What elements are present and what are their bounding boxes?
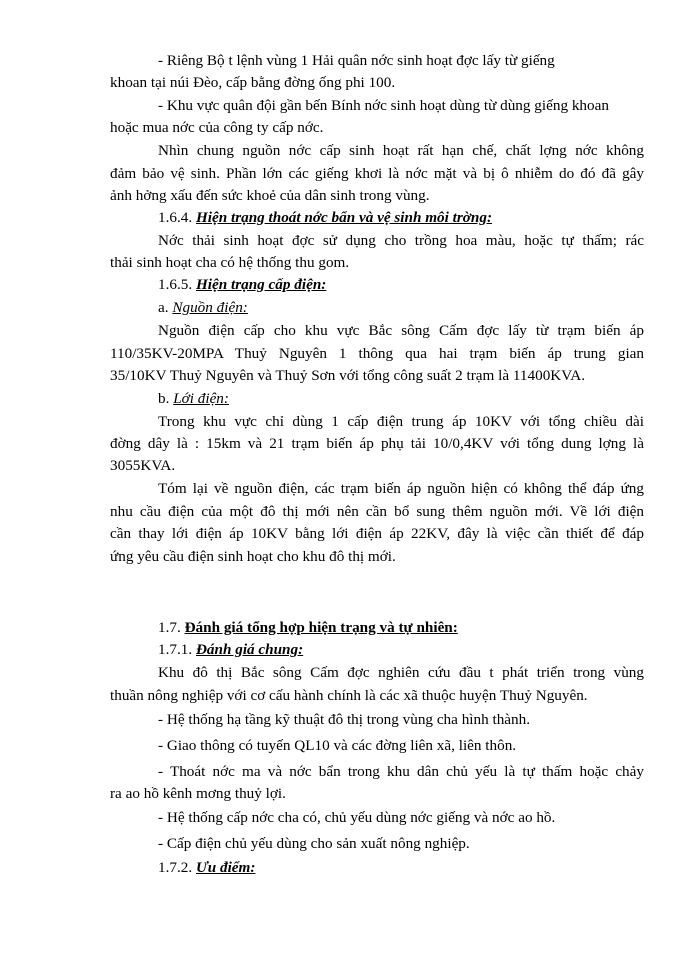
paragraph-line: thuần nông nghiệp với cơ cấu hành chính là các xã thuộc huyện Thuỷ Nguyên. — [110, 687, 588, 704]
paragraph-line: - Riêng Bộ t lệnh vùng 1 Hải quân nớc sinh hoạt đợc lấy từ giếng — [158, 52, 555, 69]
paragraph-line: ứng yêu cầu điện sinh hoạt cho khu đô thị mới. — [110, 548, 396, 565]
paragraph-line: - Khu vực quân đội gần bến Bính nớc sinh hoạt dùng từ dùng giếng khoan — [158, 97, 609, 114]
paragraph-line: thải sinh hoạt cha có hệ thống thu gom. — [110, 254, 350, 271]
heading-1-6-4 — [158, 208, 492, 228]
heading-title: Hiện trạng thoát nớc bẩn và vệ sinh môi trờng: — [195, 209, 493, 226]
heading-1-7-2 — [158, 858, 255, 878]
heading-number: 1.6.5. — [158, 276, 196, 293]
paragraph-line: Tóm lại về nguồn điện, các trạm biến áp nguồn hiện có không thể đáp ứng — [158, 480, 644, 497]
subheading-title: Lới điện: — [173, 390, 229, 407]
paragraph-line: 3055KVA. — [110, 457, 176, 474]
subheading-number: b. — [158, 390, 174, 407]
paragraph-line: đờng dây là : 15km và 21 trạm biến áp phụ tải 10/0,4KV với tổng dung lợng là — [110, 435, 644, 452]
paragraph-line: ảnh hởng xấu đến sức khoẻ của dân sinh trong vùng. — [110, 187, 430, 204]
paragraph-line: Trong khu vực chỉ dùng 1 cấp điện trung áp 10KV với tổng chiều dài — [158, 413, 644, 430]
heading-1-7-1 — [158, 640, 303, 660]
paragraph-line: đảm bảo vệ sinh. Phần lớn các giếng khơi là nớc mặt và bị ô nhiễm do đó đã gây — [110, 165, 644, 182]
paragraph-line: Nguồn điện cấp cho khu vực Bắc sông Cấm đợc lấy từ trạm biến áp — [158, 322, 644, 339]
heading-1-7 — [158, 618, 458, 638]
heading-title: Đánh giá chung: — [195, 641, 304, 658]
subheading-number: a. — [158, 299, 173, 316]
subheading-b — [158, 389, 229, 409]
heading-number: 1.7.2. — [158, 859, 196, 876]
heading-title: Ưu điểm: — [195, 859, 256, 876]
paragraph-line: Khu đô thị Bắc sông Cấm đợc nghiên cứu đầu t phát triển trong vùng — [158, 664, 644, 681]
bullet-item-continuation: ra ao hồ kênh mơng thuỷ lợi. — [110, 785, 286, 802]
heading-title: Đánh giá tổng hợp hiện trạng và tự nhiên: — [184, 619, 458, 636]
heading-number: 1.7.1. — [158, 641, 196, 658]
bullet-item: - Thoát nớc ma và nớc bẩn trong khu dân chủ yếu là tự thấm hoặc chảy — [158, 763, 644, 780]
heading-title: Hiện trạng cấp điện: — [195, 276, 327, 293]
paragraph-line: Nhìn chung nguồn nớc cấp sinh hoạt rất hạn chế, chất lợng nớc không — [158, 142, 644, 159]
subheading-a — [158, 298, 248, 318]
paragraph-line: khoan tại núi Đèo, cấp bằng đờng ống phi 100. — [110, 74, 396, 91]
bullet-item: - Hệ thống cấp nớc cha có, chủ yếu dùng nớc giếng và nớc ao hồ. — [158, 809, 556, 826]
paragraph-line: 110/35KV-20MPA Thuỷ Nguyên 1 thông qua hai trạm biến áp trung gian — [110, 345, 644, 362]
paragraph-line: hoặc mua nớc của công ty cấp nớc. — [110, 119, 324, 136]
heading-number: 1.7. — [158, 619, 185, 636]
heading-1-6-5 — [158, 275, 326, 295]
bullet-item: - Hệ thống hạ tầng kỹ thuật đô thị trong vùng cha hình thành. — [158, 711, 531, 728]
bullet-item: - Cấp điện chủ yếu dùng cho sản xuất nông nghiệp. — [158, 835, 470, 852]
bullet-item: - Giao thông có tuyến QL10 và các đờng liên xã, liên thôn. — [158, 737, 517, 754]
paragraph-line: 35/10KV Thuỷ Nguyên và Thuỷ Sơn với tổng công suất 2 trạm là 11400KVA. — [110, 367, 586, 384]
paragraph-line: nhu cầu điện của một đô thị mới nên cần bổ sung thêm nguồn mới. Về lới điện — [110, 503, 644, 520]
paragraph-line: Nớc thải sinh hoạt đợc sử dụng cho trồng hoa màu, hoặc tự thấm; rác — [158, 232, 644, 249]
heading-number: 1.6.4. — [158, 209, 196, 226]
subheading-title: Nguồn điện: — [172, 299, 248, 316]
paragraph-line: cần thay lới điện áp 10KV bằng lới điện áp 22KV, đây là việc cần thiết để đáp — [110, 525, 644, 542]
